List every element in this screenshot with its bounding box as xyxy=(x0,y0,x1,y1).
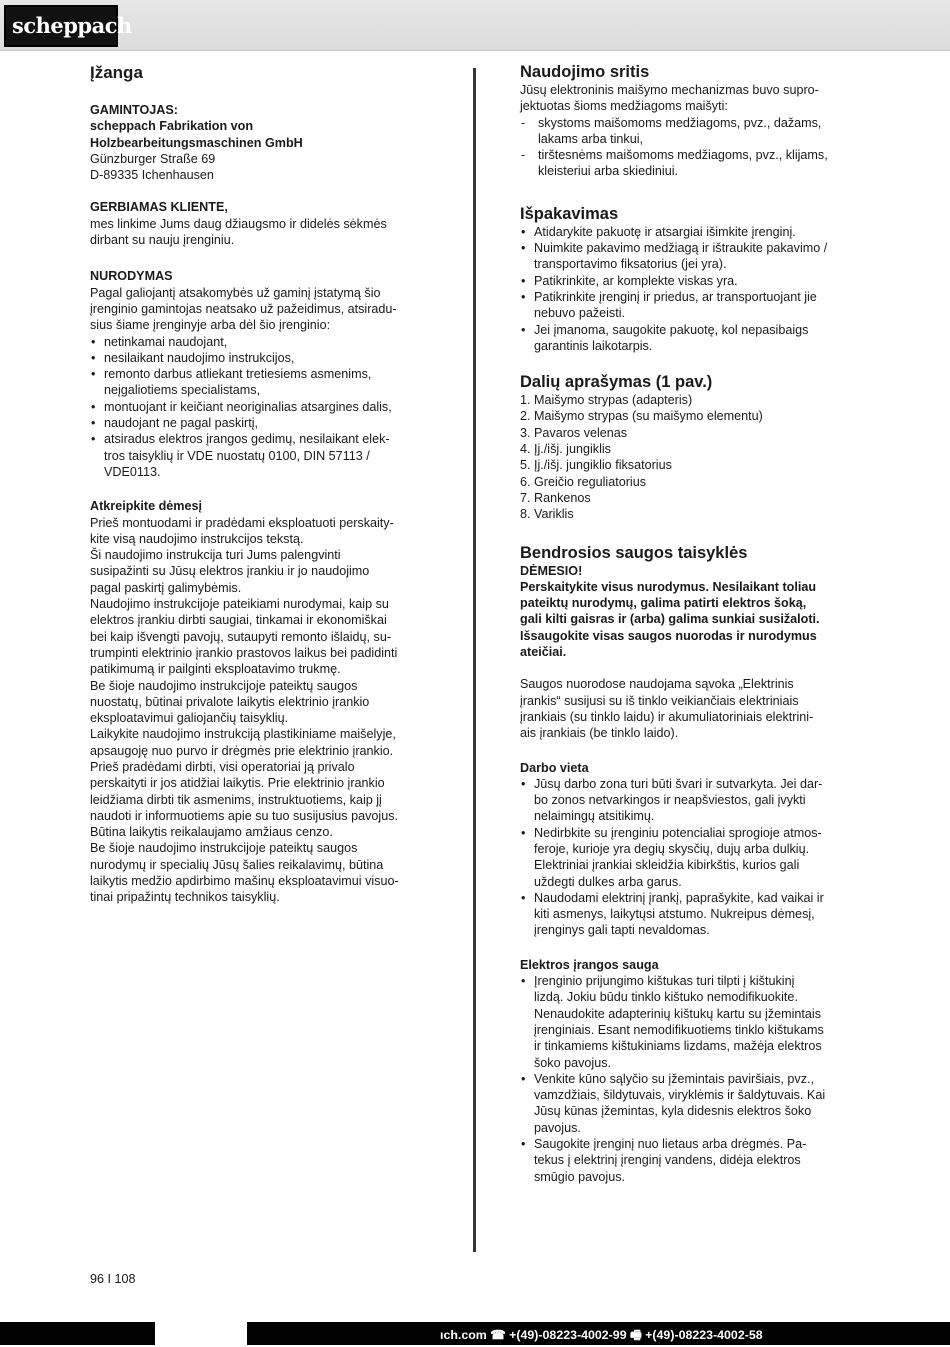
safety-bold-line: gali kilti gaisras ir (arba) galima sunkiai susižaloti. xyxy=(520,612,820,627)
unpacking-title: Išpakavimas xyxy=(520,204,619,223)
attention-line: laikytis medžio apdirbimo mašinų eksploatavimui visuo- xyxy=(90,874,399,889)
attention-line: trumpinti elektrinio įrankio prastovos laikus bei padidinti xyxy=(90,645,398,660)
attention-line: bei kaip išvengti pavojų, sutaupyti remonto išlaidų, su- xyxy=(90,629,392,644)
attention-line: tinai pripažintų technikos taisyklių. xyxy=(90,890,280,905)
address-line: D-89335 Ichenhausen xyxy=(90,168,214,183)
unpacking-item xyxy=(520,322,860,355)
attention-line: elektros įrankiu dirbti saugiai, tinkamai ir ekonomiškai xyxy=(90,613,387,628)
part-label: Įj./išj. jungiklis xyxy=(534,442,611,457)
attention-line: Prieš montuodami ir pradėdami eksploatuoti perskaity- xyxy=(90,515,394,530)
notice-item-line: • nesilaikant naudojimo instrukcijos, xyxy=(104,350,295,365)
attention-line: naudoti ir informuotiems apie su tuo susijusius pavojus. xyxy=(90,808,399,823)
notice-item-line: • netinkamai naudojant, xyxy=(104,334,228,349)
attention-line: pagal paskirtį galimybėmis. xyxy=(90,580,242,595)
notice-list xyxy=(90,334,435,481)
notice-item xyxy=(90,334,435,350)
header-band xyxy=(0,0,950,51)
unpacking-item-line: • Patikrinkite, ar komplekte viskas yra. xyxy=(534,273,738,288)
usage-title: Naudojimo sritis xyxy=(520,63,650,81)
notice-item xyxy=(90,415,435,431)
electrical-item-line: ir tinkamiems kištukiniams lizdams, mažėja elektros xyxy=(534,1039,822,1054)
brand-logo xyxy=(4,5,132,47)
unpacking-item xyxy=(520,224,860,240)
usage-list xyxy=(520,115,860,180)
electrical-item-line: • Venkite kūno sąlyčio su įžemintais paviršiais, pvz., xyxy=(534,1071,814,1086)
attention-line: nuostatų, būtinai privalote laikytis elektrinio įrankio xyxy=(90,694,370,709)
notice-item-line: • remonto darbus atliekant tretiesiems asmenims, xyxy=(104,367,372,382)
notice-item-line: VDE0113. xyxy=(104,464,161,479)
part-label: Maišymo strypas (adapteris) xyxy=(534,393,693,408)
part-number: 7. xyxy=(520,490,531,505)
intro-title: Įžanga xyxy=(90,63,143,82)
notice-item xyxy=(90,350,435,366)
attention-line: Naudojimo instrukcijoje pateikiami nurodymai, kaip su xyxy=(90,597,389,612)
parts-title: Dalių aprašymas (1 pav.) xyxy=(520,373,713,392)
manufacturer-name: Holzbearbeitungsmaschinen GmbH xyxy=(90,135,303,150)
workplace-item-line: • Jūsų darbo zona turi būti švari ir sutvarkyta. Jei dar- xyxy=(534,776,823,791)
attention-line: Būtina laikytis reikalaujamo amžiaus cenzo. xyxy=(90,825,333,840)
attention-line: Prieš pradėdami dirbti, visi operatoriai ją privalo xyxy=(90,759,355,774)
safety-title: Bendrosios saugos taisyklės xyxy=(520,543,748,562)
part-item xyxy=(520,457,860,473)
attention-line: eksploatavimui galiojančių taisyklių. xyxy=(90,711,289,726)
safety-line: įrankis“ susijusi su iš tinklo veikiančiais elektriniais xyxy=(520,693,799,708)
safety-bold-line: Išsaugokite visas saugos nuorodas ir nurodymus xyxy=(520,628,817,643)
greeting-label: GERBIAMAS KLIENTE, xyxy=(90,200,228,215)
safety-bold-line: Perskaitykite visus nurodymus. Nesilaikant toliau xyxy=(520,579,817,594)
logo-text: scheppach xyxy=(12,13,132,38)
notice-line: Pagal galiojantį atsakomybės už gaminį įstatymą šio xyxy=(90,285,381,300)
safety-warning: DĖMESIO! xyxy=(520,563,583,578)
usage-item-line: - skystoms maišomoms medžiagoms, pvz., dažams, xyxy=(538,115,822,130)
manufacturer-name: scheppach Fabrikation von xyxy=(90,119,254,134)
workplace-item-line: įrenginys gali tapti nevaldomas. xyxy=(534,923,710,938)
electrical-item-line: Nenaudokite adapterinių kištukų kartu su įžemintais xyxy=(534,1006,822,1021)
part-number: 2. xyxy=(520,409,531,424)
workplace-item-line: • Naudodami elektrinį įrankį, paprašykite, kad vaikai ir xyxy=(534,890,824,905)
part-item xyxy=(520,474,860,490)
parts-list xyxy=(520,392,860,522)
part-label: Greičio reguliatorius xyxy=(534,474,646,489)
part-number: 6. xyxy=(520,474,531,489)
workplace-item xyxy=(520,776,860,825)
attention-line: apsaugoję nuo purvo ir drėgmės prie elektrinio įrankio. xyxy=(90,743,394,758)
notice-item xyxy=(90,431,435,480)
part-number: 3. xyxy=(520,425,531,440)
attention-line: leidžiama dirbti tik asmenims, instruktuotiems, kaip jį xyxy=(90,792,382,807)
electrical-list xyxy=(520,973,860,1185)
attention-line: susipažinti su Jūsų elektros įrankiu ir jo naudojimo xyxy=(90,564,370,579)
notice-item-line: tros taisyklių ir VDE nuostatų 0100, DIN 57113 / xyxy=(104,448,370,463)
unpacking-item-line: transportavimo fiksatorius (jei yra). xyxy=(534,257,727,272)
workplace-item-line: nelaimingų atsitikimų. xyxy=(534,809,655,824)
workplace-item-line: bo zonos netvarkingos ir neapšviestos, gali įvykti xyxy=(534,793,806,808)
unpacking-item-line: • Nuimkite pakavimo medžiagą ir ištraukite pakavimo / xyxy=(534,241,828,256)
left-column xyxy=(90,62,435,906)
attention-line: Be šioje naudojimo instrukcijoje pateiktų saugos xyxy=(90,678,358,693)
workplace-item-line: Elektriniai įrankiai skleidžia kibirkštis, kurios gali xyxy=(534,858,800,873)
electrical-item-line: Jūsų kūnas įžemintas, kyla didesnis elektros šoko xyxy=(534,1104,812,1119)
workplace-item-line: feroje, kurioje yra degių skysčių, dujų arba dulkių. xyxy=(534,841,810,856)
footer-gap xyxy=(155,1322,247,1345)
part-label: Pavaros velenas xyxy=(534,425,628,440)
page-number: 96 I 108 xyxy=(90,1272,136,1286)
unpacking-item-line: nebuvo pažeisti. xyxy=(534,306,626,321)
part-item xyxy=(520,490,860,506)
attention-line: Laikykite naudojimo instrukciją plastikiniame maišelyje, xyxy=(90,727,396,742)
notice-item xyxy=(90,366,435,399)
attention-line: Ši naudojimo instrukcija turi Jums palengvinti xyxy=(90,548,341,563)
safety-line: įrankiais (su tinklo laidu) ir akumuliatoriniais elektrini- xyxy=(520,709,814,724)
usage-line: jektuotas šioms medžiagoms maišyti: xyxy=(520,99,728,114)
usage-item xyxy=(520,115,860,148)
greeting-text xyxy=(90,216,435,249)
workplace-item-line: • Nedirbkite su įrenginiu potencialiai sprogioje atmos- xyxy=(534,825,822,840)
electrical-item-line: • Įrenginio prijungimo kištukas turi tilpti į kištukinį xyxy=(534,974,795,989)
usage-item-line: lakams arba tinkui, xyxy=(538,131,643,146)
electrical-item-line: vamzdžiais, šildytuvais, viryklėmis ir šaldytuvais. Kai xyxy=(534,1088,826,1103)
attention-label: Atkreipkite dėmesį xyxy=(90,499,202,514)
manufacturer-label: GAMINTOJAS: xyxy=(90,103,178,117)
electrical-item-line: • Saugokite įrenginį nuo lietaus arba drėgmės. Pa- xyxy=(534,1137,807,1152)
electrical-item xyxy=(520,973,860,1071)
part-item xyxy=(520,408,860,424)
notice-item-line: neįgaliotiems specialistams, xyxy=(104,383,261,398)
right-column xyxy=(520,62,860,1185)
workplace-item xyxy=(520,825,860,890)
part-number: 1. xyxy=(520,393,531,408)
safety-text xyxy=(520,676,860,741)
unpacking-item xyxy=(520,240,860,273)
electrical-item-line: įrenginiais. Esant nemodifikuotiems tinklo kištukams xyxy=(534,1022,824,1037)
notice-label: NURODYMAS xyxy=(90,269,173,284)
safety-line: Saugos nuorodose naudojama sąvoka „Elektrinis xyxy=(520,677,794,692)
attention-line: nurodymų ir specialių Jūsų šalies reikalavimų, būtina xyxy=(90,857,384,872)
notice-text xyxy=(90,285,435,334)
unpacking-item xyxy=(520,289,860,322)
electrical-item-line: smūgio pavojus. xyxy=(534,1169,626,1184)
notice-line: įrenginio gamintojas neatsako už pažeidimus, atsiradu- xyxy=(90,301,397,316)
workplace-title: Darbo vieta xyxy=(520,760,589,775)
workplace-item xyxy=(520,890,860,939)
part-item xyxy=(520,425,860,441)
electrical-item-line: tekus į elektrinį įrenginį vandens, didėja elektros xyxy=(534,1153,801,1168)
safety-bold-line: pateiktų nurodymų, galima patirti elektros šoką, xyxy=(520,596,807,611)
part-number: 8. xyxy=(520,507,531,522)
safety-bold-text xyxy=(520,579,860,660)
electrical-item-line: šoko pavojus. xyxy=(534,1055,612,1070)
unpacking-item xyxy=(520,273,860,289)
notice-item-line: • naudojant ne pagal paskirtį, xyxy=(104,416,259,431)
usage-item xyxy=(520,147,860,180)
notice-item-line: • montuojant ir keičiant neoriginalias atsargines dalis, xyxy=(104,399,392,414)
unpacking-item-line: • Atidarykite pakuotę ir atsargiai išimkite įrenginį. xyxy=(534,224,796,239)
unpacking-list xyxy=(520,224,860,354)
unpacking-item-line: • Jei įmanoma, saugokite pakuotę, kol nepasibaigs xyxy=(534,322,809,337)
attention-text xyxy=(90,515,435,906)
greeting-line: dirbant su nauju įrenginiu. xyxy=(90,233,235,248)
part-label: Rankenos xyxy=(534,490,591,505)
part-number: 4. xyxy=(520,442,531,457)
part-label: Maišymo strypas (su maišymo elementu) xyxy=(534,409,763,424)
electrical-item xyxy=(520,1136,860,1185)
notice-item xyxy=(90,399,435,415)
unpacking-item-line: garantinis laikotarpis. xyxy=(534,338,653,353)
attention-line: patikimumą ir pailginti eksploatavimo trukmę. xyxy=(90,662,341,677)
electrical-item-line: pavojus. xyxy=(534,1120,581,1135)
attention-line: perskaityti ir jos atidžiai laikytis. Prie elektrinio įrankio xyxy=(90,776,385,791)
footer-contact: ıch.com ☎ +(49)-08223-4002-99 🖷 +(49)-08223-4002-58 xyxy=(440,1328,763,1342)
safety-line: ais įrankiais (be tinklo laido). xyxy=(520,726,679,741)
attention-line: kite visą naudojimo instrukcijos tekstą. xyxy=(90,531,304,546)
notice-line: sius šiame įrenginyje arba dėl šio įrenginio: xyxy=(90,318,331,333)
attention-line: Be šioje naudojimo instrukcijoje pateiktų saugos xyxy=(90,841,358,856)
greeting-line: mes linkime Jums daug džiaugsmo ir didelės sėkmės xyxy=(90,216,387,231)
electrical-item xyxy=(520,1071,860,1136)
electrical-item-line: lizdą. Jokiu būdu tinklo kištuko nemodifikuokite. xyxy=(534,990,798,1005)
part-label: Įj./išj. jungiklio fiksatorius xyxy=(534,458,672,473)
part-label: Variklis xyxy=(534,507,574,522)
unpacking-item-line: • Patikrinkite įrenginį ir priedus, ar transportuojant jie xyxy=(534,289,817,304)
electrical-title: Elektros įrangos sauga xyxy=(520,957,659,972)
part-item xyxy=(520,392,860,408)
usage-text xyxy=(520,82,860,115)
workplace-item-line: uždegti dulkes arba garus. xyxy=(534,874,682,889)
address-line: Günzburger Straße 69 xyxy=(90,151,216,166)
part-item xyxy=(520,506,860,522)
part-number: 5. xyxy=(520,458,531,473)
usage-line: Jūsų elektroninis maišymo mechanizmas buvo supro- xyxy=(520,83,819,97)
usage-item-line: - tirštesnėms maišomoms medžiagoms, pvz., klijams, xyxy=(538,148,828,163)
workplace-item-line: kiti asmenys, laikytųsi atstumo. Nukreipus dėmesį, xyxy=(534,907,815,922)
usage-item-line: kleisteriui arba skiediniui. xyxy=(538,164,678,179)
column-divider xyxy=(473,68,476,1252)
safety-bold-line: ateičiai. xyxy=(520,645,567,660)
workplace-list xyxy=(520,776,860,939)
part-item xyxy=(520,441,860,457)
notice-item-line: • atsiradus elektros įrangos gedimų, nesilaikant elek- xyxy=(104,432,390,447)
